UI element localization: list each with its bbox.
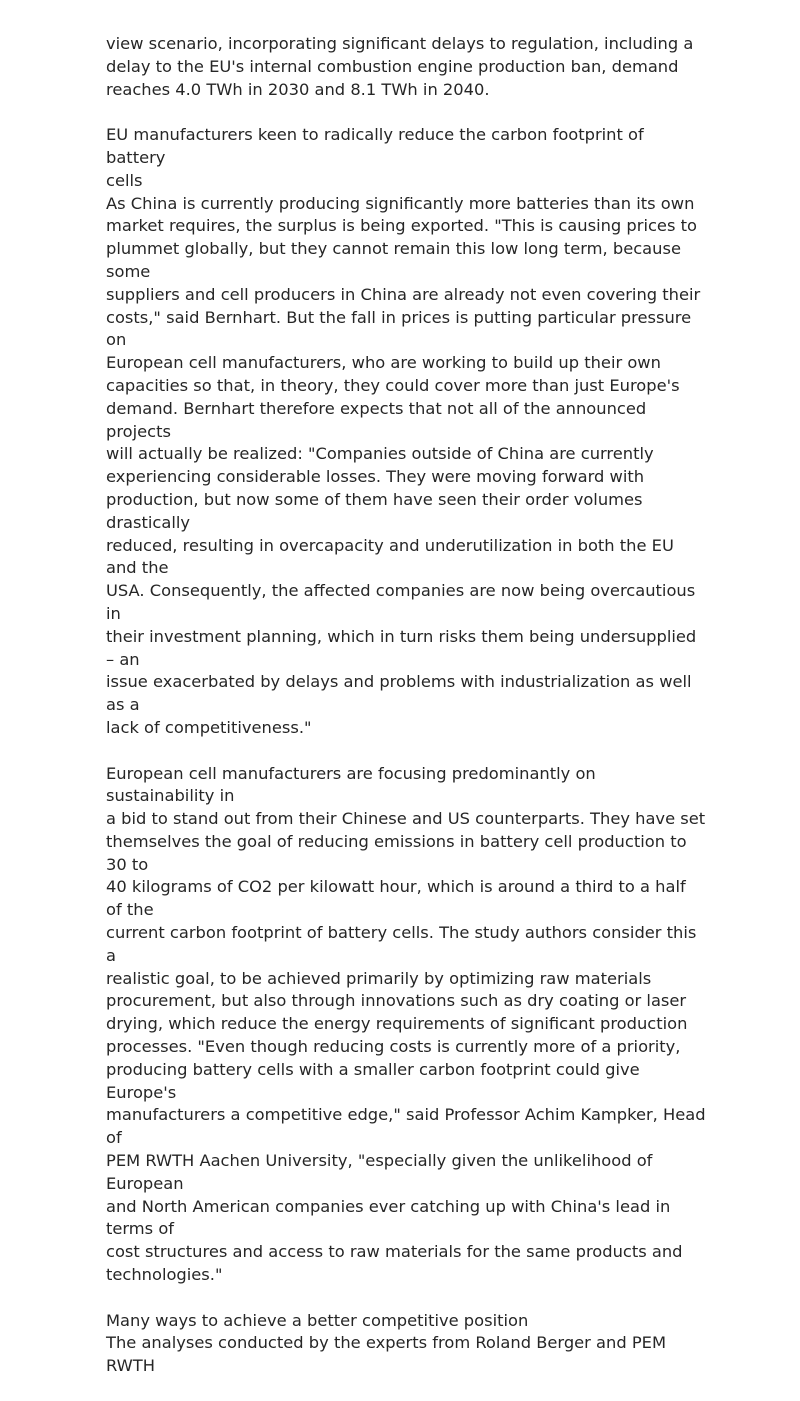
article-page: [106, 33, 706, 1401]
paragraph-sustainability: European cell manufacturers are focusing predominantly on sustainability in a bid to stand out from their Chinese and US counterparts. They have set themselves the goal of reducing emissions in battery cell production to 30 to 40 kilograms of CO2 per kilowatt hour, which is around a third to a half of the current carbon footprint of battery cells. The study authors consider this a realistic goal, to be achieved primarily by optimizing raw materials procurement, but also through innovations such as dry coating or laser drying, which reduce the energy requirements of significant production processes. "Even though reducing costs is currently more of a priority, producing battery cells with a smaller carbon footprint could give Europe's manufacturers a competitive edge," said Professor Achim Kampker, Head of PEM RWTH Aachen University, "especially given the unlikelihood of European and North American companies ever catching up with China's lead in terms of cost structures and access to raw materials for the same products and technologies.": [106, 763, 706, 1285]
section-carbon-footprint: [106, 124, 706, 740]
section-competitive-position: [106, 1310, 706, 1378]
paragraph-demand-scenario: view scenario, incorporating significant delays to regulation, including a delay to the EU's internal combustion engine production ban, demand reaches 4.0 TWh in 2030 and 8.1 TWh in 2040.: [106, 34, 694, 99]
section-heading-competitive-position: Many ways to achieve a better competitive position: [106, 1310, 529, 1330]
paragraph-analyses: The analyses conducted by the experts from Roland Berger and PEM RWTH: [106, 1333, 666, 1376]
paragraph-china-surplus: As China is currently producing significantly more batteries than its own market requires, the surplus is being exported. "This is causing prices to plummet globally, but they cannot remain this low long term, because some suppliers and cell producers in China are already not even covering their costs," said Bernhart. But the fall in prices is putting particular pressure on European cell manufacturers, who are working to build up their own capacities so that, in theory, they could cover more than just Europe's demand. Bernhart therefore expects that not all of the announced projects will actually be realized: "Companies outside of China are currently experiencing considerable losses. They were moving forward with production, but now some of them have seen their order volumes drastically reduced, resulting in overcapacity and underutilization in both the EU and the USA. Consequently, the affected companies are now being overcautious in their investment planning, which in turn risks them being undersupplied – an issue exacerbated by delays and problems with industrialization as well as a lack of competitiveness.": [106, 193, 701, 737]
section-heading-carbon-footprint: EU manufacturers keen to radically reduce the carbon footprint of battery cells: [106, 125, 644, 190]
